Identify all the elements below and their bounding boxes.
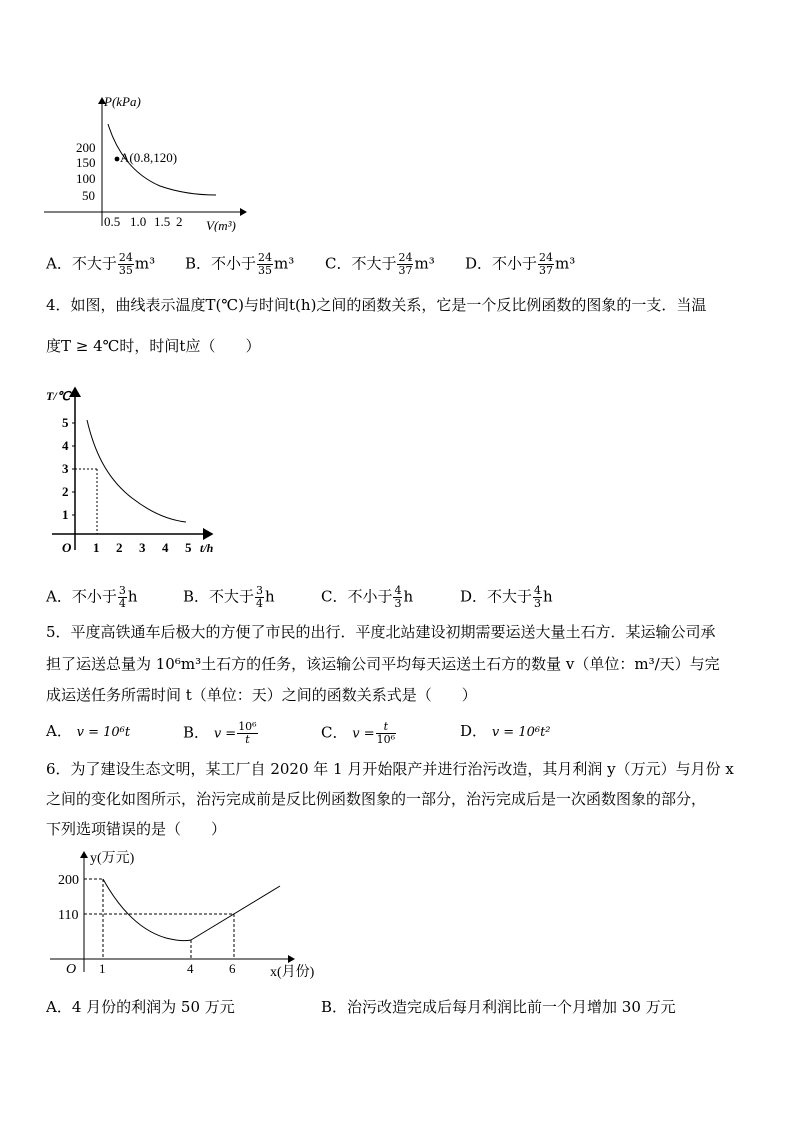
denominator: 4 xyxy=(118,597,126,610)
y-tick: 4 xyxy=(62,438,69,453)
y-tick: 100 xyxy=(76,171,96,186)
x-axis-label: t/h xyxy=(200,541,214,555)
q4-option-d-prefix: D．不大于 xyxy=(460,587,533,606)
q6-text-line-1: 6．为了建设生态文明，某工厂自 2020 年 1 月开始限产并进行治污改造，其月利润 y（万元）与月份 x xyxy=(46,760,734,778)
denominator: 3 xyxy=(534,597,542,610)
denominator: 35 xyxy=(258,264,273,277)
x-tick: 1.0 xyxy=(130,214,147,229)
fraction xyxy=(538,252,554,277)
q5-option-a-letter: A． xyxy=(46,722,72,740)
fraction xyxy=(237,721,257,746)
fraction xyxy=(397,252,413,277)
fraction xyxy=(118,585,127,610)
unit: m³ xyxy=(555,254,576,273)
q6-text-line-3: 下列选项错误的是（ ） xyxy=(46,820,227,838)
numerator: 24 xyxy=(398,251,413,264)
q6-option-a[interactable]: A．4 月份的利润为 50 万元 xyxy=(46,998,235,1016)
q4-option-a[interactable] xyxy=(46,585,138,610)
x-tick: 1.5 xyxy=(154,214,171,229)
unit: h xyxy=(127,587,138,606)
denominator: t xyxy=(245,733,250,746)
fraction xyxy=(255,585,264,610)
q3-option-a[interactable] xyxy=(46,252,155,277)
denominator: 4 xyxy=(256,597,264,610)
x-axis-label: V(m³) xyxy=(206,218,236,232)
q4-option-b[interactable] xyxy=(183,585,275,610)
q4-text-line-1: 4．如图，曲线表示温度T(℃)与时间t(h)之间的函数关系，它是一个反比例函数的图象的一支．当温 xyxy=(46,296,707,314)
numerator: 3 xyxy=(118,584,126,597)
numerator: 10⁶ xyxy=(238,720,257,733)
numerator: 24 xyxy=(118,251,133,264)
fraction xyxy=(257,252,273,277)
y-tick: 50 xyxy=(82,188,95,203)
y-tick: 110 xyxy=(58,908,79,923)
linear-segment xyxy=(191,886,280,940)
formula-lhs: v = xyxy=(352,726,375,742)
q3-option-d-prefix: D．不小于 xyxy=(465,254,538,273)
y-axis-label: P(kPa) xyxy=(104,94,141,109)
numerator: 24 xyxy=(539,251,554,264)
numerator: 4 xyxy=(394,584,402,597)
unit: h xyxy=(403,587,414,606)
fraction xyxy=(376,721,396,746)
point-a xyxy=(115,157,120,162)
q4-option-c[interactable] xyxy=(321,585,413,610)
q5-text-line-1: 5．平度高铁通车后极大的方便了市民的出行．平度北站建设初期需要运送大量土石方．某运输公司承 xyxy=(46,623,716,641)
x-tick: 1 xyxy=(93,540,100,555)
q5-option-d[interactable] xyxy=(460,721,551,743)
y-tick: 200 xyxy=(76,140,96,155)
y-tick: 1 xyxy=(62,507,69,522)
x-tick: 4 xyxy=(162,540,169,555)
q4-option-d[interactable] xyxy=(460,585,553,610)
profit-month-graph xyxy=(46,846,366,980)
numerator: t xyxy=(376,721,396,734)
q4-option-b-prefix: B．不大于 xyxy=(183,587,255,606)
y-tick: 3 xyxy=(62,461,69,476)
q6-text-line-2: 之间的变化如图所示，治污完成前是反比例函数图象的一部分，治污完成后是一次函数图象的部分， xyxy=(46,790,707,808)
x-tick: 1 xyxy=(99,961,106,976)
q3-option-c[interactable] xyxy=(325,252,435,277)
formula-lhs: v = xyxy=(213,726,237,742)
y-axis-label: T/℃ xyxy=(46,389,71,403)
unit: m³ xyxy=(414,254,435,273)
x-tick: 4 xyxy=(187,961,194,976)
q5-option-d-letter: D． xyxy=(460,722,488,740)
denominator: 37 xyxy=(398,264,413,277)
x-tick: 5 xyxy=(185,540,192,555)
unit: m³ xyxy=(274,254,295,273)
q5-option-c-letter: C． xyxy=(321,723,348,742)
q5-text-line-2: 担了运送总量为 10⁶m³土石方的任务，该运输公司平均每天运送土石方的数量 v（单位：m³/天）与完 xyxy=(46,655,720,673)
denominator: 37 xyxy=(539,264,554,277)
denominator: 35 xyxy=(118,264,133,277)
x-tick: 6 xyxy=(229,961,236,976)
fraction xyxy=(533,585,542,610)
numerator: 24 xyxy=(258,251,273,264)
denominator: 10⁶ xyxy=(376,733,396,746)
origin-label: O xyxy=(62,540,72,555)
y-tick: 150 xyxy=(76,155,96,170)
q5-option-c[interactable] xyxy=(321,721,397,746)
q3-option-b-prefix: B．不小于 xyxy=(185,254,257,273)
q4-text-line-2: 度T ≥ 4℃时，时间t应（ ） xyxy=(46,337,261,355)
fraction xyxy=(393,585,402,610)
q5-option-b[interactable] xyxy=(183,721,259,746)
formula: v = 10⁶t² xyxy=(491,725,551,740)
fraction xyxy=(118,252,134,277)
q3-option-b[interactable] xyxy=(185,252,294,277)
x-tick: 2 xyxy=(176,214,183,229)
x-tick: 3 xyxy=(139,540,146,555)
numerator: 4 xyxy=(534,584,542,597)
q3-option-a-prefix: A．不大于 xyxy=(46,254,117,273)
pressure-volume-graph xyxy=(40,92,280,232)
y-tick: 200 xyxy=(58,873,79,888)
y-tick: 5 xyxy=(62,415,69,430)
temperature-time-graph xyxy=(44,384,224,560)
y-tick: 2 xyxy=(62,484,69,499)
x-tick: 2 xyxy=(116,540,123,555)
unit: h xyxy=(543,587,553,606)
x-axis-label: x(月份) xyxy=(270,965,315,980)
q5-option-b-letter: B． xyxy=(183,723,210,742)
denominator: 3 xyxy=(394,597,402,610)
unit: m³ xyxy=(134,254,156,273)
q3-option-d[interactable] xyxy=(465,252,575,277)
origin-label: O xyxy=(66,962,77,977)
numerator: 3 xyxy=(256,584,264,597)
q5-option-a[interactable] xyxy=(46,721,130,743)
unit: h xyxy=(265,587,275,606)
inverse-curve xyxy=(103,879,191,941)
q4-option-a-prefix: A．不小于 xyxy=(46,587,117,606)
inverse-curve xyxy=(87,420,186,522)
q3-option-c-prefix: C．不大于 xyxy=(325,254,397,273)
q6-option-b[interactable]: B．治污改造完成后每月利润比前一个月增加 30 万元 xyxy=(321,998,676,1016)
x-tick: 0.5 xyxy=(104,214,121,229)
q4-option-c-prefix: C．不小于 xyxy=(321,587,393,606)
formula: v = 10⁶t xyxy=(76,725,131,740)
point-a-label: A(0.8,120) xyxy=(120,150,178,165)
q5-text-line-3: 成运送任务所需时间 t（单位：天）之间的函数关系式是（ ） xyxy=(46,686,477,704)
y-axis-label: y(万元) xyxy=(90,851,135,866)
